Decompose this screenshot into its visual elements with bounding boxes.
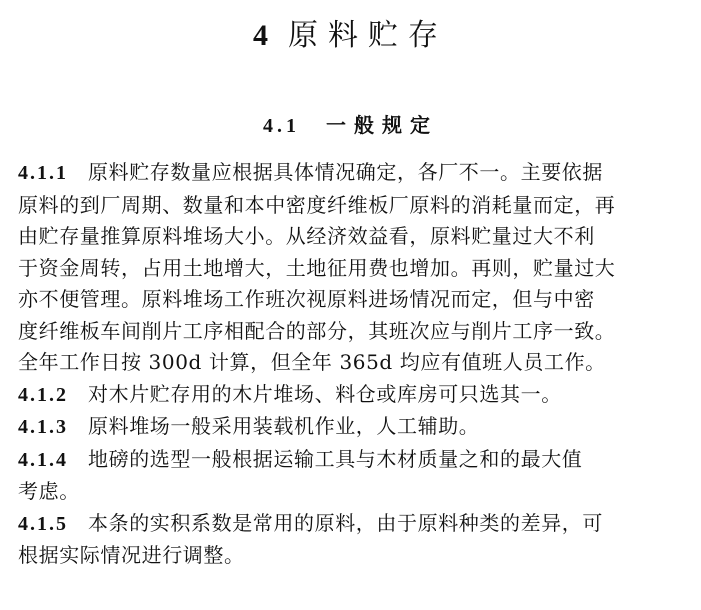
section-title: 一般规定 bbox=[326, 113, 438, 137]
clause-4-1-5 bbox=[18, 508, 678, 572]
clause-text: 考虑。 bbox=[18, 479, 80, 503]
clause-text: 由贮存量推算原料堆场大小。从经济效益看，原料贮量过大不利 bbox=[18, 224, 595, 248]
clause-line bbox=[18, 379, 678, 412]
clause-number: 4.1.5 bbox=[18, 512, 68, 535]
clause-text: 原料的到厂周期、数量和本中密度纤维板厂原料的消耗量而定，再 bbox=[18, 192, 616, 217]
clause-text: 度纤维板车间削片工序相配合的部分，其班次应与削片工序一致。 bbox=[18, 318, 616, 343]
clause-text: 原料贮存数量应根据具体情况确定，各厂不一。主要依据 bbox=[88, 160, 603, 184]
clause-number: 4.1.4 bbox=[18, 448, 68, 471]
section-heading bbox=[0, 110, 701, 141]
chapter-title: 原料贮存 bbox=[288, 18, 448, 53]
clause-number: 4.1.3 bbox=[18, 416, 68, 438]
clause-line bbox=[18, 411, 678, 444]
clause-text: 于资金周转，占用土地增大，土地征用费也增加。再则，贮量过大 bbox=[18, 255, 616, 280]
clause-line bbox=[18, 157, 678, 190]
clause-text: 地磅的选型一般根据运输工具与木材质量之和的最大值 bbox=[88, 446, 583, 471]
clause-text: 全年工作日按 300d 计算，但全年 365d 均应有值班人员工作。 bbox=[18, 350, 606, 374]
clause-number: 4.1.1 bbox=[18, 162, 68, 184]
clause-text: 根据实际情况进行调整。 bbox=[18, 543, 245, 567]
clause-text: 本条的实积系数是常用的原料，由于原料种类的差异，可 bbox=[88, 510, 603, 535]
chapter-number: 4 bbox=[253, 19, 268, 52]
clause-line bbox=[18, 444, 678, 477]
chapter-heading bbox=[0, 14, 701, 58]
section-number: 4.1 bbox=[263, 115, 300, 137]
clause-4-1-3 bbox=[18, 411, 678, 444]
clause-text: 对木片贮存用的木片堆场、料仓或库房可只选其一。 bbox=[88, 381, 562, 406]
clause-number: 4.1.2 bbox=[18, 383, 68, 406]
clause-4-1-2 bbox=[18, 379, 678, 412]
clause-text: 原料堆场一般采用装载机作业，人工辅助。 bbox=[88, 414, 480, 438]
clause-text: 亦不便管理。原料堆场工作班次视原料进场情况而定，但与中密 bbox=[18, 287, 595, 311]
clause-line bbox=[18, 508, 678, 541]
clause-4-1-1 bbox=[18, 157, 678, 379]
clause-4-1-4 bbox=[18, 444, 678, 508]
clause-list bbox=[18, 157, 678, 572]
